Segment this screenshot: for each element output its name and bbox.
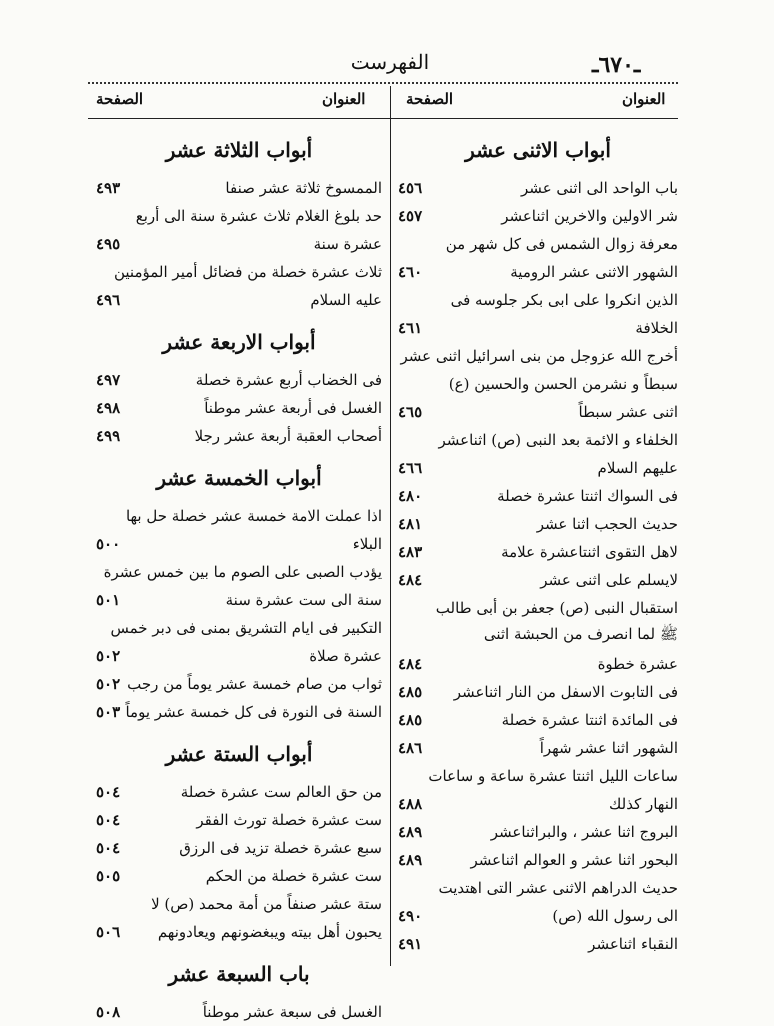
- entry-page: ٤٩١: [398, 935, 423, 953]
- section-title: أبواب الاثنى عشر: [465, 138, 611, 162]
- entry-page: ٥٠٢: [96, 647, 121, 665]
- entry-page: ٤٥٧: [398, 207, 423, 225]
- index-entry: [96, 258, 382, 286]
- entry-title: فى المائدة اثنتا عشرة خصلة: [501, 711, 678, 729]
- index-entry: [398, 790, 678, 818]
- entry-title: من حق العالم ست عشرة خصلة: [180, 783, 382, 801]
- entry-page: ٤٥٦: [398, 179, 423, 197]
- index-entry: [398, 706, 678, 734]
- entry-page: ٥٠٤: [96, 783, 121, 801]
- entry-title: البروج اثنا عشر ، والبراثناعشر: [490, 823, 678, 841]
- entry-title: السنة فى النورة فى كل خمسة عشر يوماً: [125, 703, 382, 721]
- entry-page: ٤٨٣: [398, 543, 423, 561]
- entry-title: الى رسول الله (ص): [552, 907, 678, 925]
- index-entry: [398, 174, 678, 202]
- index-entry: [398, 874, 678, 902]
- index-entry: [398, 398, 678, 426]
- entry-title: عشرة خطوة: [597, 655, 678, 673]
- entry-title: لاهل التقوى اثنتاعشرة علامة: [501, 543, 678, 561]
- index-entry: [96, 286, 382, 314]
- entry-page: ٤٦٥: [398, 403, 423, 421]
- entry-title: اثنى عشر سبطاً: [578, 403, 678, 421]
- entry-title: النهار كذلك: [609, 795, 678, 813]
- page-number: ـ٦٧٠ـ: [592, 52, 641, 78]
- right-header-page: الصفحة: [406, 90, 454, 108]
- index-entry: [96, 806, 382, 834]
- entry-title: فى التابوت الاسفل من النار اثناعشر: [453, 683, 678, 701]
- index-entry: [96, 366, 382, 394]
- entry-title: عشرة صلاة: [309, 647, 382, 665]
- entry-title: النقباء اثناعشر: [588, 935, 678, 953]
- entry-page: ٤٩٥: [96, 235, 121, 253]
- entry-title: البلاء: [352, 535, 382, 553]
- section-title: أبواب الستة عشر: [165, 742, 313, 766]
- index-entry: [398, 734, 678, 762]
- entry-page: ٥٠٥: [96, 867, 121, 885]
- entry-title: يحبون أهل بيته ويبغضونهم ويعادونهم: [157, 923, 382, 941]
- entry-page: ٥٠٨: [96, 1003, 121, 1021]
- index-entry: [398, 510, 678, 538]
- entry-title: ستة عشر صنفاً من أمة محمد (ص) لا: [151, 895, 382, 913]
- index-entry: [96, 530, 382, 558]
- index-entry: [398, 482, 678, 510]
- entry-page: ٤٨٤: [398, 655, 423, 673]
- entry-title: فى الخضاب أربع عشرة خصلة: [195, 371, 382, 389]
- entry-title: التكبير فى ايام التشريق بمنى فى دبر خمس: [110, 619, 382, 637]
- index-entry: [96, 834, 382, 862]
- entry-page: ٤٨٠: [398, 487, 423, 505]
- index-entry: [398, 650, 678, 678]
- entry-title: أصحاب العقبة أربعة عشر رجلا: [194, 427, 382, 445]
- entry-title: أخرج الله عزوجل من بنى اسرائيل اثنى عشر: [400, 347, 678, 365]
- entry-title: يؤدب الصبى على الصوم ما بين خمس عشرة: [103, 563, 382, 581]
- entry-page: ٤٩٨: [96, 399, 121, 417]
- entry-page: ٤٦٦: [398, 459, 423, 477]
- entry-page: ٤٩٠: [398, 907, 423, 925]
- entry-page: ٤٦١: [398, 319, 423, 337]
- entry-title: معرفة زوال الشمس فى كل شهر من: [445, 235, 678, 253]
- index-entry: [398, 902, 678, 930]
- entry-title: الخلفاء و الائمة بعد النبى (ص) اثناعشر: [438, 431, 678, 449]
- entry-title: لايسلم على اثنى عشر: [540, 571, 678, 589]
- entry-title: ثلاث عشرة خصلة من فضائل أمير المؤمنين: [113, 263, 382, 281]
- entry-title: عشرة سنة: [313, 235, 382, 253]
- entry-title: شر الاولين والاخرين اثناعشر: [501, 207, 678, 225]
- left-column: [96, 122, 382, 1026]
- entry-page: ٤٨٩: [398, 823, 423, 841]
- entry-page: ٥٠٢: [96, 675, 121, 693]
- running-title: الفهرست: [350, 50, 430, 74]
- entry-title: سنة الى ست عشرة سنة: [225, 591, 382, 609]
- entry-page: ٥٠٤: [96, 839, 121, 857]
- section-title: أبواب الاربعة عشر: [162, 330, 316, 354]
- entry-title: عليه السلام: [310, 291, 382, 309]
- index-entry: [398, 370, 678, 398]
- index-entry: [96, 778, 382, 806]
- index-entry: [398, 762, 678, 790]
- entry-title: الممسوخ ثلاثة عشر صنفا: [225, 179, 382, 197]
- entry-title: ﷺ لما انصرف من الحبشة اثنى: [483, 625, 678, 643]
- index-entry: [96, 230, 382, 258]
- index-entry: [398, 594, 678, 622]
- entry-page: ٥٠٦: [96, 923, 121, 941]
- entry-title: اذا عملت الامة خمسة عشر خصلة حل بها: [125, 507, 382, 525]
- entry-title: ست عشرة خصلة تورث الفقر: [196, 811, 382, 829]
- section-title: أبواب الثلاثة عشر: [165, 138, 313, 162]
- index-entry: [96, 502, 382, 530]
- index-entry: [398, 258, 678, 286]
- index-entry: [398, 314, 678, 342]
- index-entry: [398, 342, 678, 370]
- header-rule: [88, 118, 678, 119]
- index-entry: [398, 566, 678, 594]
- index-entry: [398, 286, 678, 314]
- entry-page: ٤٩٧: [96, 371, 121, 389]
- entry-title: الغسل فى أربعة عشر موطناً: [204, 399, 382, 417]
- index-entry: [398, 426, 678, 454]
- left-header-title: العنوان: [322, 90, 366, 108]
- index-entry: [96, 998, 382, 1026]
- entry-page: ٤٨١: [398, 515, 423, 533]
- index-entry: [398, 454, 678, 482]
- index-entry: [96, 394, 382, 422]
- entry-page: ٤٨٥: [398, 683, 423, 701]
- entry-page: ٤٨٤: [398, 571, 423, 589]
- index-entry: [96, 918, 382, 946]
- index-entry: [96, 890, 382, 918]
- index-entry: [398, 678, 678, 706]
- right-header-title: العنوان: [622, 90, 666, 108]
- section-title: باب السبعة عشر: [168, 962, 310, 986]
- entry-title: حديث الدراهم الاثنى عشر التى اهتديت: [438, 879, 678, 897]
- entry-page: ٤٩٩: [96, 427, 121, 445]
- index-entry: [96, 202, 382, 230]
- entry-page: ٥٠١: [96, 591, 121, 609]
- index-entry: [96, 422, 382, 450]
- right-column: [398, 122, 678, 958]
- entry-title: الخلافة: [635, 319, 678, 337]
- entry-page: ٤٨٩: [398, 851, 423, 869]
- entry-page: ٤٦٠: [398, 263, 423, 281]
- index-entry: [96, 614, 382, 642]
- dotted-rule: [88, 82, 678, 84]
- entry-title: ست عشرة خصلة من الحكم: [205, 867, 382, 885]
- entry-title: عليهم السلام: [597, 459, 678, 477]
- entry-title: باب الواحد الى اثنى عشر: [521, 179, 678, 197]
- entry-title: ساعات الليل اثنتا عشرة ساعة و ساعات: [428, 767, 678, 785]
- index-entry: [398, 202, 678, 230]
- entry-page: ٥٠٤: [96, 811, 121, 829]
- entry-page: ٥٠٠: [96, 535, 121, 553]
- index-entry: [398, 538, 678, 566]
- section-title: أبواب الخمسة عشر: [156, 466, 322, 490]
- entry-title: حد بلوغ الغلام ثلاث عشرة سنة الى أربع: [135, 207, 382, 225]
- entry-title: استقبال النبى (ص) جعفر بن أبى طالب: [435, 599, 678, 617]
- entry-page: ٤٩٣: [96, 179, 121, 197]
- left-header-page: الصفحة: [96, 90, 144, 108]
- column-divider: [390, 86, 391, 966]
- entry-page: ٥٠٣: [96, 703, 121, 721]
- entry-page: ٤٨٨: [398, 795, 423, 813]
- entry-title: الذين انكروا على ابى بكر جلوسه فى: [450, 291, 678, 309]
- index-entry: [398, 230, 678, 258]
- index-entry: [96, 862, 382, 890]
- index-entry: [398, 818, 678, 846]
- entry-title: البحور اثنا عشر و العوالم اثناعشر: [470, 851, 678, 869]
- index-entry: [398, 930, 678, 958]
- entry-title: الشهور الاثنى عشر الرومية: [510, 263, 678, 281]
- entry-title: ثواب من صام خمسة عشر يوماً من رجب: [127, 675, 382, 693]
- index-entry: [96, 670, 382, 698]
- index-entry: [96, 586, 382, 614]
- index-entry: [398, 622, 678, 650]
- entry-title: فى السواك اثنتا عشرة خصلة: [497, 487, 678, 505]
- entry-page: ٤٨٦: [398, 739, 423, 757]
- index-entry: [96, 174, 382, 202]
- entry-page: ٤٩٦: [96, 291, 121, 309]
- entry-page: ٤٨٥: [398, 711, 423, 729]
- index-entry: [398, 846, 678, 874]
- index-entry: [96, 642, 382, 670]
- entry-title: سبطاً و نشرمن الحسن والحسين (ع): [448, 375, 678, 393]
- entry-title: حديث الحجب اثنا عشر: [536, 515, 678, 533]
- index-entry: [96, 698, 382, 726]
- entry-title: الشهور اثنا عشر شهراً: [539, 739, 678, 757]
- index-entry: [96, 558, 382, 586]
- entry-title: سبع عشرة خصلة تزيد فى الرزق: [179, 839, 382, 857]
- entry-title: الغسل فى سبعة عشر موطناً: [202, 1003, 382, 1021]
